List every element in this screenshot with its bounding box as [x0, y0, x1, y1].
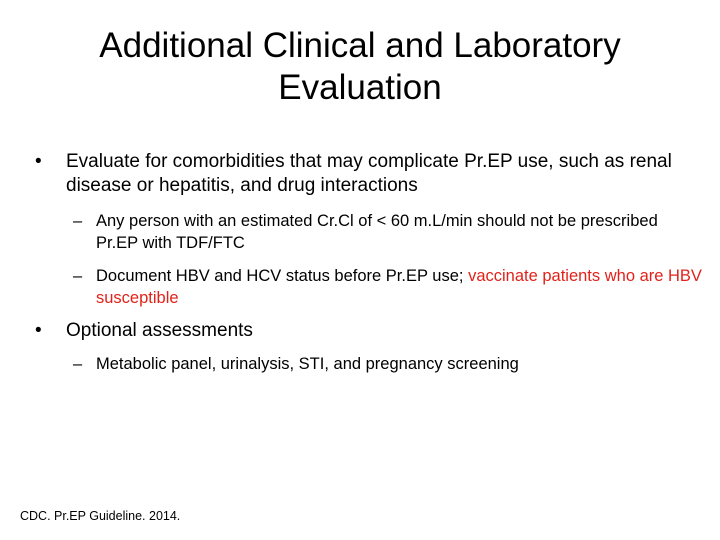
sub-bullet-text-black: Document HBV and HCV status before Pr.EP use;	[96, 267, 469, 285]
slide-title-line-1: Additional Clinical and Laboratory	[99, 26, 621, 65]
sub-bullet-marker: –	[73, 355, 83, 373]
sub-bullet-screening	[73, 353, 703, 375]
sub-bullet-text: Metabolic panel, urinalysis, STI, and pregnancy screening	[96, 355, 519, 373]
sub-bullet-crcl	[73, 210, 703, 254]
slide-title	[20, 25, 700, 109]
sub-bullet-marker: –	[73, 212, 83, 230]
bullet-optional-assessments	[35, 319, 695, 343]
bullet-comorbidities	[35, 150, 695, 198]
bullet-marker: •	[35, 151, 42, 172]
sub-bullet-text: Any person with an estimated Cr.Cl of < 60 m.L/min should not be prescribed Pr.EP with TDF/FTC	[96, 212, 658, 252]
sub-bullet-hbv-hcv	[73, 265, 703, 309]
citation: CDC. Pr.EP Guideline. 2014.	[20, 509, 181, 523]
sub-bullet-text-highlight: vaccinate patients who are HBV susceptible	[96, 267, 702, 307]
bullet-marker: •	[35, 320, 42, 341]
sub-bullet-text	[96, 265, 703, 309]
bullet-text: Evaluate for comorbidities that may complicate Pr.EP use, such as renal disease or hepatitis, and drug interactions	[66, 151, 672, 196]
bullet-text: Optional assessments	[66, 320, 253, 341]
slide-title-line-2: Evaluation	[278, 68, 442, 107]
sub-bullet-marker: –	[73, 267, 83, 285]
